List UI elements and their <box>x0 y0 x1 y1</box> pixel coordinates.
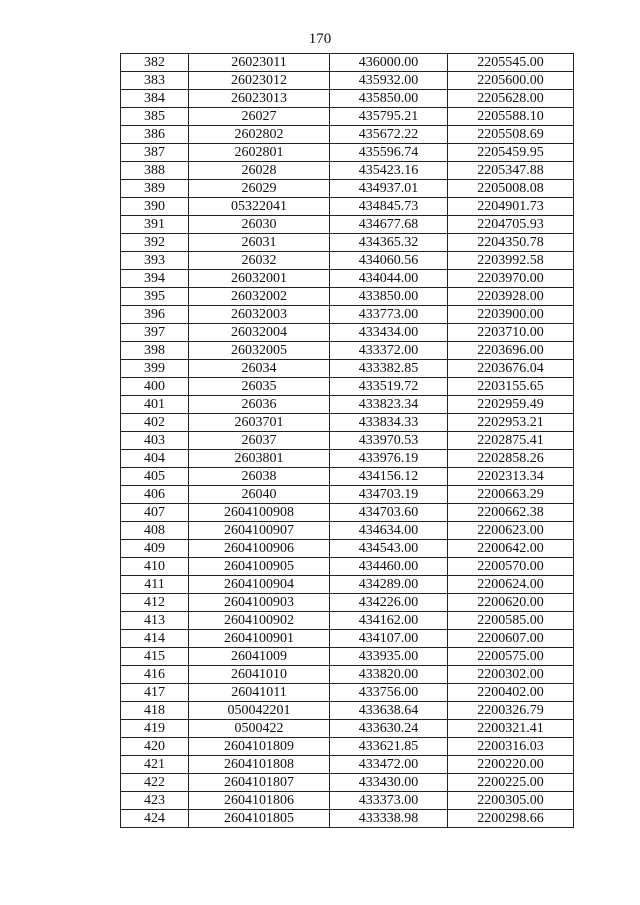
table-row <box>121 450 574 468</box>
table-row <box>121 216 574 234</box>
point-id-cell: 2604101805 <box>189 810 330 828</box>
point-id-cell: 2604100905 <box>189 558 330 576</box>
y-coordinate-cell: 2203900.00 <box>448 306 574 324</box>
row-number-cell: 400 <box>121 378 189 396</box>
x-coordinate-cell: 434634.00 <box>330 522 448 540</box>
row-number-cell: 403 <box>121 432 189 450</box>
table-row <box>121 576 574 594</box>
point-id-cell: 26023012 <box>189 72 330 90</box>
point-id-cell: 2604100901 <box>189 630 330 648</box>
point-id-cell: 26032001 <box>189 270 330 288</box>
table-row <box>121 144 574 162</box>
point-id-cell: 0500422 <box>189 720 330 738</box>
x-coordinate-cell: 435672.22 <box>330 126 448 144</box>
point-id-cell: 26041010 <box>189 666 330 684</box>
row-number-cell: 402 <box>121 414 189 432</box>
row-number-cell: 409 <box>121 540 189 558</box>
point-id-cell: 2604100904 <box>189 576 330 594</box>
y-coordinate-cell: 2200620.00 <box>448 594 574 612</box>
point-id-cell: 2604100906 <box>189 540 330 558</box>
row-number-cell: 396 <box>121 306 189 324</box>
y-coordinate-cell: 2202313.34 <box>448 468 574 486</box>
y-coordinate-cell: 2200663.29 <box>448 486 574 504</box>
row-number-cell: 410 <box>121 558 189 576</box>
x-coordinate-cell: 434226.00 <box>330 594 448 612</box>
y-coordinate-cell: 2200662.38 <box>448 504 574 522</box>
point-id-cell: 26034 <box>189 360 330 378</box>
row-number-cell: 418 <box>121 702 189 720</box>
x-coordinate-cell: 433434.00 <box>330 324 448 342</box>
point-id-cell: 050042201 <box>189 702 330 720</box>
table-row <box>121 540 574 558</box>
y-coordinate-cell: 2200321.41 <box>448 720 574 738</box>
x-coordinate-cell: 433338.98 <box>330 810 448 828</box>
point-id-cell: 26031 <box>189 234 330 252</box>
point-id-cell: 2604100907 <box>189 522 330 540</box>
x-coordinate-cell: 433519.72 <box>330 378 448 396</box>
point-id-cell: 26032 <box>189 252 330 270</box>
row-number-cell: 394 <box>121 270 189 288</box>
row-number-cell: 422 <box>121 774 189 792</box>
y-coordinate-cell: 2205545.00 <box>448 54 574 72</box>
y-coordinate-cell: 2200225.00 <box>448 774 574 792</box>
table-row <box>121 234 574 252</box>
x-coordinate-cell: 434162.00 <box>330 612 448 630</box>
y-coordinate-cell: 2200316.03 <box>448 738 574 756</box>
y-coordinate-cell: 2205508.69 <box>448 126 574 144</box>
x-coordinate-cell: 433850.00 <box>330 288 448 306</box>
table-row <box>121 72 574 90</box>
table-row <box>121 288 574 306</box>
coordinates-table <box>120 53 574 828</box>
point-id-cell: 2604101807 <box>189 774 330 792</box>
row-number-cell: 424 <box>121 810 189 828</box>
table-row <box>121 126 574 144</box>
table-row <box>121 324 574 342</box>
row-number-cell: 382 <box>121 54 189 72</box>
row-number-cell: 399 <box>121 360 189 378</box>
row-number-cell: 392 <box>121 234 189 252</box>
x-coordinate-cell: 433472.00 <box>330 756 448 774</box>
row-number-cell: 417 <box>121 684 189 702</box>
point-id-cell: 26040 <box>189 486 330 504</box>
y-coordinate-cell: 2204901.73 <box>448 198 574 216</box>
point-id-cell: 2603801 <box>189 450 330 468</box>
y-coordinate-cell: 2203696.00 <box>448 342 574 360</box>
table-row <box>121 666 574 684</box>
y-coordinate-cell: 2202953.21 <box>448 414 574 432</box>
row-number-cell: 411 <box>121 576 189 594</box>
x-coordinate-cell: 434677.68 <box>330 216 448 234</box>
y-coordinate-cell: 2205600.00 <box>448 72 574 90</box>
y-coordinate-cell: 2200607.00 <box>448 630 574 648</box>
point-id-cell: 05322041 <box>189 198 330 216</box>
x-coordinate-cell: 433372.00 <box>330 342 448 360</box>
x-coordinate-cell: 433820.00 <box>330 666 448 684</box>
row-number-cell: 398 <box>121 342 189 360</box>
x-coordinate-cell: 434703.19 <box>330 486 448 504</box>
row-number-cell: 386 <box>121 126 189 144</box>
table-row <box>121 180 574 198</box>
y-coordinate-cell: 2203970.00 <box>448 270 574 288</box>
table-row <box>121 270 574 288</box>
point-id-cell: 26032004 <box>189 324 330 342</box>
point-id-cell: 2604101808 <box>189 756 330 774</box>
table-row <box>121 252 574 270</box>
point-id-cell: 26038 <box>189 468 330 486</box>
row-number-cell: 408 <box>121 522 189 540</box>
row-number-cell: 421 <box>121 756 189 774</box>
table-row <box>121 522 574 540</box>
point-id-cell: 26029 <box>189 180 330 198</box>
row-number-cell: 393 <box>121 252 189 270</box>
x-coordinate-cell: 434044.00 <box>330 270 448 288</box>
point-id-cell: 2604101806 <box>189 792 330 810</box>
x-coordinate-cell: 436000.00 <box>330 54 448 72</box>
row-number-cell: 391 <box>121 216 189 234</box>
table-row <box>121 648 574 666</box>
y-coordinate-cell: 2200402.00 <box>448 684 574 702</box>
y-coordinate-cell: 2200575.00 <box>448 648 574 666</box>
x-coordinate-cell: 433382.85 <box>330 360 448 378</box>
point-id-cell: 26023011 <box>189 54 330 72</box>
row-number-cell: 384 <box>121 90 189 108</box>
table-row <box>121 504 574 522</box>
row-number-cell: 395 <box>121 288 189 306</box>
table-row <box>121 198 574 216</box>
row-number-cell: 406 <box>121 486 189 504</box>
table-row <box>121 54 574 72</box>
point-id-cell: 2603701 <box>189 414 330 432</box>
x-coordinate-cell: 433823.34 <box>330 396 448 414</box>
y-coordinate-cell: 2205459.95 <box>448 144 574 162</box>
y-coordinate-cell: 2200302.00 <box>448 666 574 684</box>
table-row <box>121 774 574 792</box>
row-number-cell: 404 <box>121 450 189 468</box>
table-row <box>121 594 574 612</box>
y-coordinate-cell: 2203710.00 <box>448 324 574 342</box>
point-id-cell: 26041009 <box>189 648 330 666</box>
row-number-cell: 412 <box>121 594 189 612</box>
x-coordinate-cell: 434060.56 <box>330 252 448 270</box>
table-row <box>121 810 574 828</box>
point-id-cell: 26032005 <box>189 342 330 360</box>
point-id-cell: 26037 <box>189 432 330 450</box>
table-row <box>121 378 574 396</box>
x-coordinate-cell: 433935.00 <box>330 648 448 666</box>
table-row <box>121 360 574 378</box>
table-row <box>121 612 574 630</box>
y-coordinate-cell: 2203155.65 <box>448 378 574 396</box>
row-number-cell: 401 <box>121 396 189 414</box>
y-coordinate-cell: 2200623.00 <box>448 522 574 540</box>
x-coordinate-cell: 433373.00 <box>330 792 448 810</box>
table-row <box>121 432 574 450</box>
table-row <box>121 414 574 432</box>
point-id-cell: 2604101809 <box>189 738 330 756</box>
table-body <box>121 54 574 828</box>
x-coordinate-cell: 433638.64 <box>330 702 448 720</box>
table-row <box>121 756 574 774</box>
point-id-cell: 26032003 <box>189 306 330 324</box>
table-row <box>121 342 574 360</box>
point-id-cell: 26035 <box>189 378 330 396</box>
row-number-cell: 416 <box>121 666 189 684</box>
x-coordinate-cell: 435596.74 <box>330 144 448 162</box>
y-coordinate-cell: 2202959.49 <box>448 396 574 414</box>
row-number-cell: 413 <box>121 612 189 630</box>
row-number-cell: 419 <box>121 720 189 738</box>
row-number-cell: 423 <box>121 792 189 810</box>
point-id-cell: 2604100902 <box>189 612 330 630</box>
x-coordinate-cell: 433756.00 <box>330 684 448 702</box>
row-number-cell: 387 <box>121 144 189 162</box>
y-coordinate-cell: 2202858.26 <box>448 450 574 468</box>
row-number-cell: 407 <box>121 504 189 522</box>
table-row <box>121 738 574 756</box>
point-id-cell: 26036 <box>189 396 330 414</box>
table-row <box>121 306 574 324</box>
x-coordinate-cell: 433976.19 <box>330 450 448 468</box>
table-row <box>121 90 574 108</box>
point-id-cell: 2602801 <box>189 144 330 162</box>
row-number-cell: 389 <box>121 180 189 198</box>
x-coordinate-cell: 434107.00 <box>330 630 448 648</box>
y-coordinate-cell: 2200585.00 <box>448 612 574 630</box>
x-coordinate-cell: 435423.16 <box>330 162 448 180</box>
x-coordinate-cell: 435932.00 <box>330 72 448 90</box>
y-coordinate-cell: 2204350.78 <box>448 234 574 252</box>
y-coordinate-cell: 2205628.00 <box>448 90 574 108</box>
y-coordinate-cell: 2200326.79 <box>448 702 574 720</box>
point-id-cell: 2602802 <box>189 126 330 144</box>
point-id-cell: 26023013 <box>189 90 330 108</box>
x-coordinate-cell: 434703.60 <box>330 504 448 522</box>
y-coordinate-cell: 2200220.00 <box>448 756 574 774</box>
point-id-cell: 2604100903 <box>189 594 330 612</box>
table-row <box>121 468 574 486</box>
x-coordinate-cell: 434460.00 <box>330 558 448 576</box>
point-id-cell: 26032002 <box>189 288 330 306</box>
row-number-cell: 415 <box>121 648 189 666</box>
row-number-cell: 397 <box>121 324 189 342</box>
row-number-cell: 383 <box>121 72 189 90</box>
coordinates-table-container <box>120 53 573 828</box>
y-coordinate-cell: 2205347.88 <box>448 162 574 180</box>
row-number-cell: 420 <box>121 738 189 756</box>
point-id-cell: 26028 <box>189 162 330 180</box>
y-coordinate-cell: 2202875.41 <box>448 432 574 450</box>
row-number-cell: 385 <box>121 108 189 126</box>
x-coordinate-cell: 435795.21 <box>330 108 448 126</box>
x-coordinate-cell: 434937.01 <box>330 180 448 198</box>
table-row <box>121 486 574 504</box>
x-coordinate-cell: 434289.00 <box>330 576 448 594</box>
table-row <box>121 792 574 810</box>
row-number-cell: 388 <box>121 162 189 180</box>
point-id-cell: 26027 <box>189 108 330 126</box>
y-coordinate-cell: 2204705.93 <box>448 216 574 234</box>
table-row <box>121 630 574 648</box>
x-coordinate-cell: 433621.85 <box>330 738 448 756</box>
table-row <box>121 720 574 738</box>
y-coordinate-cell: 2200305.00 <box>448 792 574 810</box>
x-coordinate-cell: 433430.00 <box>330 774 448 792</box>
x-coordinate-cell: 434845.73 <box>330 198 448 216</box>
y-coordinate-cell: 2203928.00 <box>448 288 574 306</box>
row-number-cell: 405 <box>121 468 189 486</box>
x-coordinate-cell: 434156.12 <box>330 468 448 486</box>
y-coordinate-cell: 2203992.58 <box>448 252 574 270</box>
x-coordinate-cell: 433630.24 <box>330 720 448 738</box>
point-id-cell: 2604100908 <box>189 504 330 522</box>
table-row <box>121 162 574 180</box>
x-coordinate-cell: 433773.00 <box>330 306 448 324</box>
row-number-cell: 414 <box>121 630 189 648</box>
row-number-cell: 390 <box>121 198 189 216</box>
table-row <box>121 558 574 576</box>
point-id-cell: 26041011 <box>189 684 330 702</box>
x-coordinate-cell: 435850.00 <box>330 90 448 108</box>
y-coordinate-cell: 2205008.08 <box>448 180 574 198</box>
x-coordinate-cell: 433834.33 <box>330 414 448 432</box>
table-row <box>121 396 574 414</box>
y-coordinate-cell: 2205588.10 <box>448 108 574 126</box>
y-coordinate-cell: 2200298.66 <box>448 810 574 828</box>
table-row <box>121 108 574 126</box>
point-id-cell: 26030 <box>189 216 330 234</box>
y-coordinate-cell: 2200642.00 <box>448 540 574 558</box>
table-row <box>121 702 574 720</box>
x-coordinate-cell: 434365.32 <box>330 234 448 252</box>
x-coordinate-cell: 434543.00 <box>330 540 448 558</box>
page-number: 170 <box>308 31 332 47</box>
table-row <box>121 684 574 702</box>
y-coordinate-cell: 2203676.04 <box>448 360 574 378</box>
x-coordinate-cell: 433970.53 <box>330 432 448 450</box>
y-coordinate-cell: 2200570.00 <box>448 558 574 576</box>
y-coordinate-cell: 2200624.00 <box>448 576 574 594</box>
